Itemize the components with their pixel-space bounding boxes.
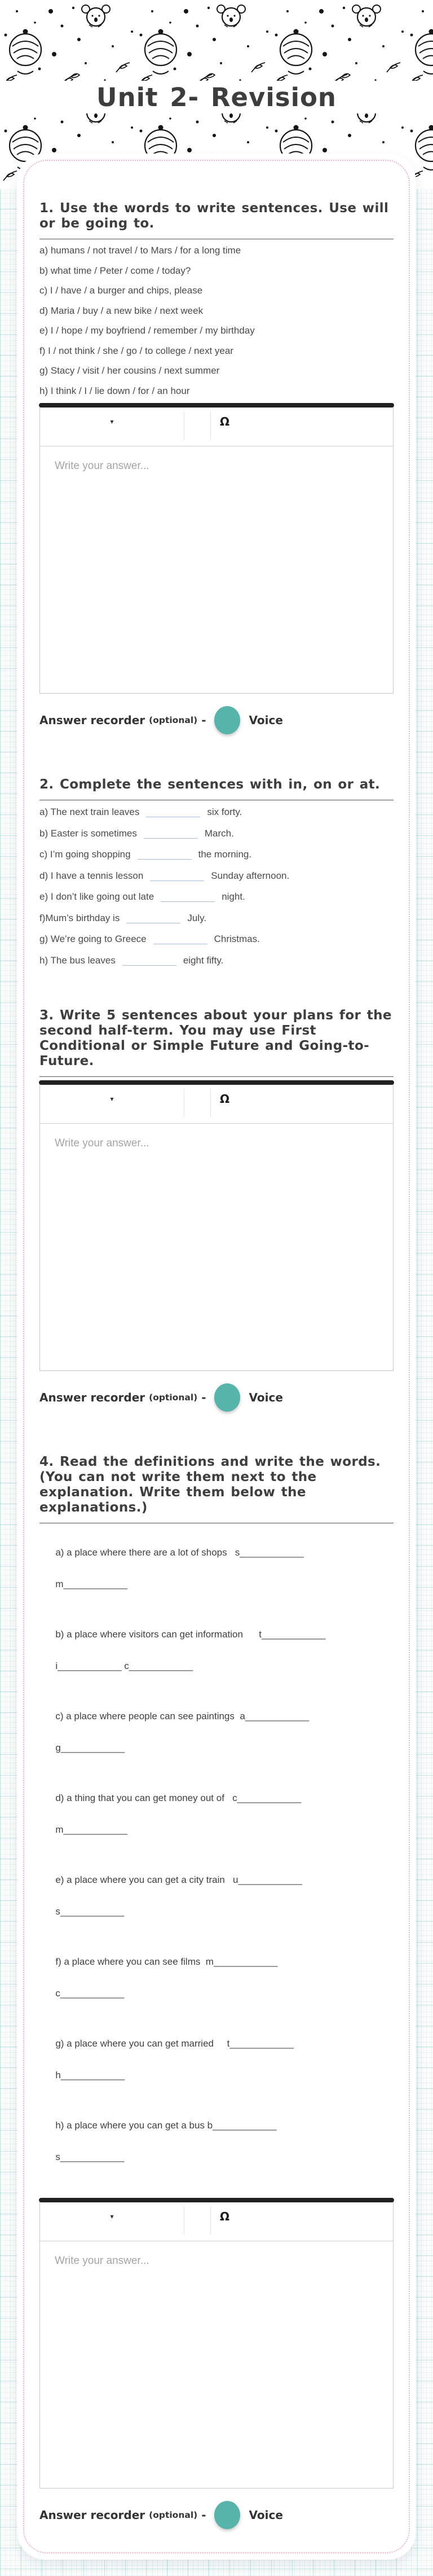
definition-item — [39, 1775, 394, 1854]
list-item: h) I think / I / lie down / for / an hour — [39, 385, 190, 396]
sentence-item — [39, 870, 394, 882]
special-character-button[interactable] — [211, 411, 229, 428]
definition-line: f) a place where you can see films m____________ — [55, 1956, 278, 1967]
chevron-down-icon: ▾ — [110, 1094, 114, 1103]
sentence-before: e) I don’t like going out late — [39, 891, 154, 902]
sentence-after: July. — [187, 912, 207, 923]
omega-icon: Ω — [220, 1092, 230, 1106]
sentence-before: b) Easter is sometimes — [39, 827, 137, 839]
sentence-after: six forty. — [207, 807, 242, 817]
omega-icon: Ω — [220, 2209, 230, 2223]
recorder-dash: - — [201, 2508, 206, 2522]
blank-input[interactable] — [138, 851, 192, 860]
toolbar-cell — [184, 411, 210, 440]
chevron-down-icon: ▾ — [110, 2212, 114, 2220]
answer-placeholder: Write your answer... — [55, 1137, 149, 1149]
sentence-item — [39, 933, 394, 945]
list-item: a) humans / not travel / to Mars / for a long time — [39, 245, 241, 256]
answer-recorder — [39, 2501, 394, 2529]
definition-line: b) a place where visitors can get information t____________ — [55, 1628, 326, 1640]
toolbar-cell — [184, 1089, 210, 1117]
list-item: e) I / hope / my boyfriend / remember / my birthday — [39, 325, 255, 336]
sentence-item — [39, 827, 394, 839]
section-divider — [39, 1076, 394, 1077]
definition-line: m____________ — [55, 1824, 127, 1835]
definition-line: s____________ — [55, 1905, 125, 1917]
definition-line: g) a place where you can get married t____________ — [55, 2038, 294, 2049]
toolbar-cell — [184, 2206, 210, 2235]
sentence-item — [39, 912, 394, 924]
list-item: b) what time / Peter / come / today? — [39, 265, 191, 276]
section-1 — [39, 201, 394, 734]
sentence-item — [39, 806, 394, 818]
sentence-before: h) The bus leaves — [39, 954, 116, 966]
answer-textarea[interactable] — [40, 1124, 393, 1370]
recorder-label: Answer recorder — [39, 1390, 145, 1404]
chevron-down-icon: ▾ — [110, 418, 114, 426]
voice-record-button[interactable] — [214, 1383, 240, 1412]
voice-label: Voice — [249, 2508, 283, 2522]
answer-editor — [39, 1083, 394, 1371]
sentence-before: g) We’re going to Greece — [39, 934, 147, 944]
recorder-dash: - — [201, 713, 206, 727]
answer-placeholder: Write your answer... — [55, 2254, 149, 2267]
definition-line: h) a place where you can get a bus b____________ — [55, 2119, 277, 2131]
definition-line: a) a place where there are a lot of shops s____________ — [55, 1547, 304, 1558]
blank-input[interactable] — [153, 936, 207, 944]
voice-label: Voice — [249, 1390, 283, 1404]
editor-top-bar — [39, 403, 394, 408]
definition-line: i____________ c____________ — [55, 1660, 193, 1671]
sentence-before: c) I’m going shopping — [39, 849, 131, 860]
sentence-before: f)Mum’s birthday is — [39, 912, 120, 923]
list-item: c) I / have / a burger and chips, please — [39, 285, 203, 296]
answer-textarea[interactable] — [40, 446, 393, 693]
section-1-heading: 1. Use the words to write sentences. Use will or be going to. — [39, 201, 389, 231]
definition-item — [39, 1529, 394, 1608]
sentence-before: d) I have a tennis lesson — [39, 870, 144, 881]
page-title: Unit 2- Revision — [96, 82, 337, 112]
format-dropdown-button[interactable] — [40, 411, 184, 426]
voice-record-button[interactable] — [214, 2501, 240, 2529]
section-3 — [39, 1008, 394, 1412]
definition-line: g____________ — [55, 1742, 125, 1753]
recorder-optional-label: (optional) — [149, 715, 198, 725]
title-band — [0, 81, 433, 113]
sentence-item — [39, 891, 394, 903]
blank-input[interactable] — [146, 809, 200, 817]
section-3-heading: 3. Write 5 sentences about your plans for the second half-term. You may use First Conditional or Simple Future and Going-to-Future. — [39, 1007, 392, 1068]
answer-recorder — [39, 1383, 394, 1412]
editor-toolbar — [40, 406, 393, 446]
sentence-after: eight fifty. — [183, 954, 224, 966]
recorder-optional-label: (optional) — [149, 1392, 198, 1403]
definition-line: m____________ — [55, 1578, 127, 1589]
editor-top-bar — [39, 2198, 394, 2202]
recorder-label: Answer recorder — [39, 713, 145, 727]
answer-editor — [39, 2200, 394, 2489]
special-character-button[interactable] — [211, 1089, 229, 1106]
answer-textarea[interactable] — [40, 2241, 393, 2488]
blank-input[interactable] — [161, 893, 215, 902]
format-dropdown-button[interactable] — [40, 1089, 184, 1103]
voice-record-button[interactable] — [214, 706, 240, 734]
definition-line: s____________ — [55, 2151, 125, 2162]
section-4-heading: 4. Read the definitions and write the words. (You can not write them next to the explanation. Write them below the explanations.) — [39, 1454, 381, 1515]
editor-toolbar — [40, 2201, 393, 2241]
answer-recorder — [39, 706, 394, 734]
blank-input[interactable] — [150, 873, 204, 881]
section-4 — [39, 1455, 394, 2529]
definition-line: d) a thing that you can get money out of c____________ — [55, 1792, 302, 1803]
list-item: f) I / not think / she / go / to college / next year — [39, 345, 233, 356]
omega-icon: Ω — [220, 415, 230, 428]
editor-toolbar — [40, 1083, 393, 1124]
section-2 — [39, 777, 394, 966]
sentence-after: March. — [204, 827, 234, 839]
definition-line: h____________ — [55, 2069, 125, 2080]
definition-item — [39, 1611, 394, 1690]
recorder-label: Answer recorder — [39, 2508, 145, 2522]
format-dropdown-button[interactable] — [40, 2206, 184, 2220]
editor-top-bar — [39, 1080, 394, 1085]
sentence-item — [39, 848, 394, 860]
recorder-optional-label: (optional) — [149, 2509, 198, 2520]
definition-item — [39, 1856, 394, 1935]
answer-editor — [39, 405, 394, 694]
recorder-dash: - — [201, 1390, 206, 1404]
worksheet-card — [17, 154, 416, 2560]
definition-line: e) a place where you can get a city train u____________ — [55, 1874, 302, 1885]
voice-label: Voice — [249, 713, 283, 727]
blank-input[interactable] — [122, 957, 176, 966]
special-character-button[interactable] — [211, 2206, 229, 2223]
sentence-before: a) The next train leaves — [39, 807, 140, 817]
sentence-after: Sunday afternoon. — [211, 870, 290, 881]
list-item: g) Stacy / visit / her cousins / next summer — [39, 365, 220, 376]
definition-line: c____________ — [55, 1987, 125, 1999]
answer-placeholder: Write your answer... — [55, 460, 149, 472]
list-item: d) Maria / buy / a new bike / next week — [39, 305, 204, 316]
sentence-after: the morning. — [198, 849, 252, 860]
blank-input[interactable] — [126, 915, 180, 923]
definition-item — [39, 2020, 394, 2099]
definition-item — [39, 2102, 394, 2181]
definition-line: c) a place where people can see paintings a____________ — [55, 1710, 310, 1721]
definition-item — [39, 1693, 394, 1772]
blank-input[interactable] — [144, 830, 198, 839]
definition-item — [39, 1938, 394, 2017]
sentence-item — [39, 954, 394, 966]
section-2-heading: 2. Complete the sentences with in, on or at. — [39, 777, 381, 792]
sentence-after: Christmas. — [214, 934, 260, 944]
sentence-after: night. — [222, 891, 245, 902]
